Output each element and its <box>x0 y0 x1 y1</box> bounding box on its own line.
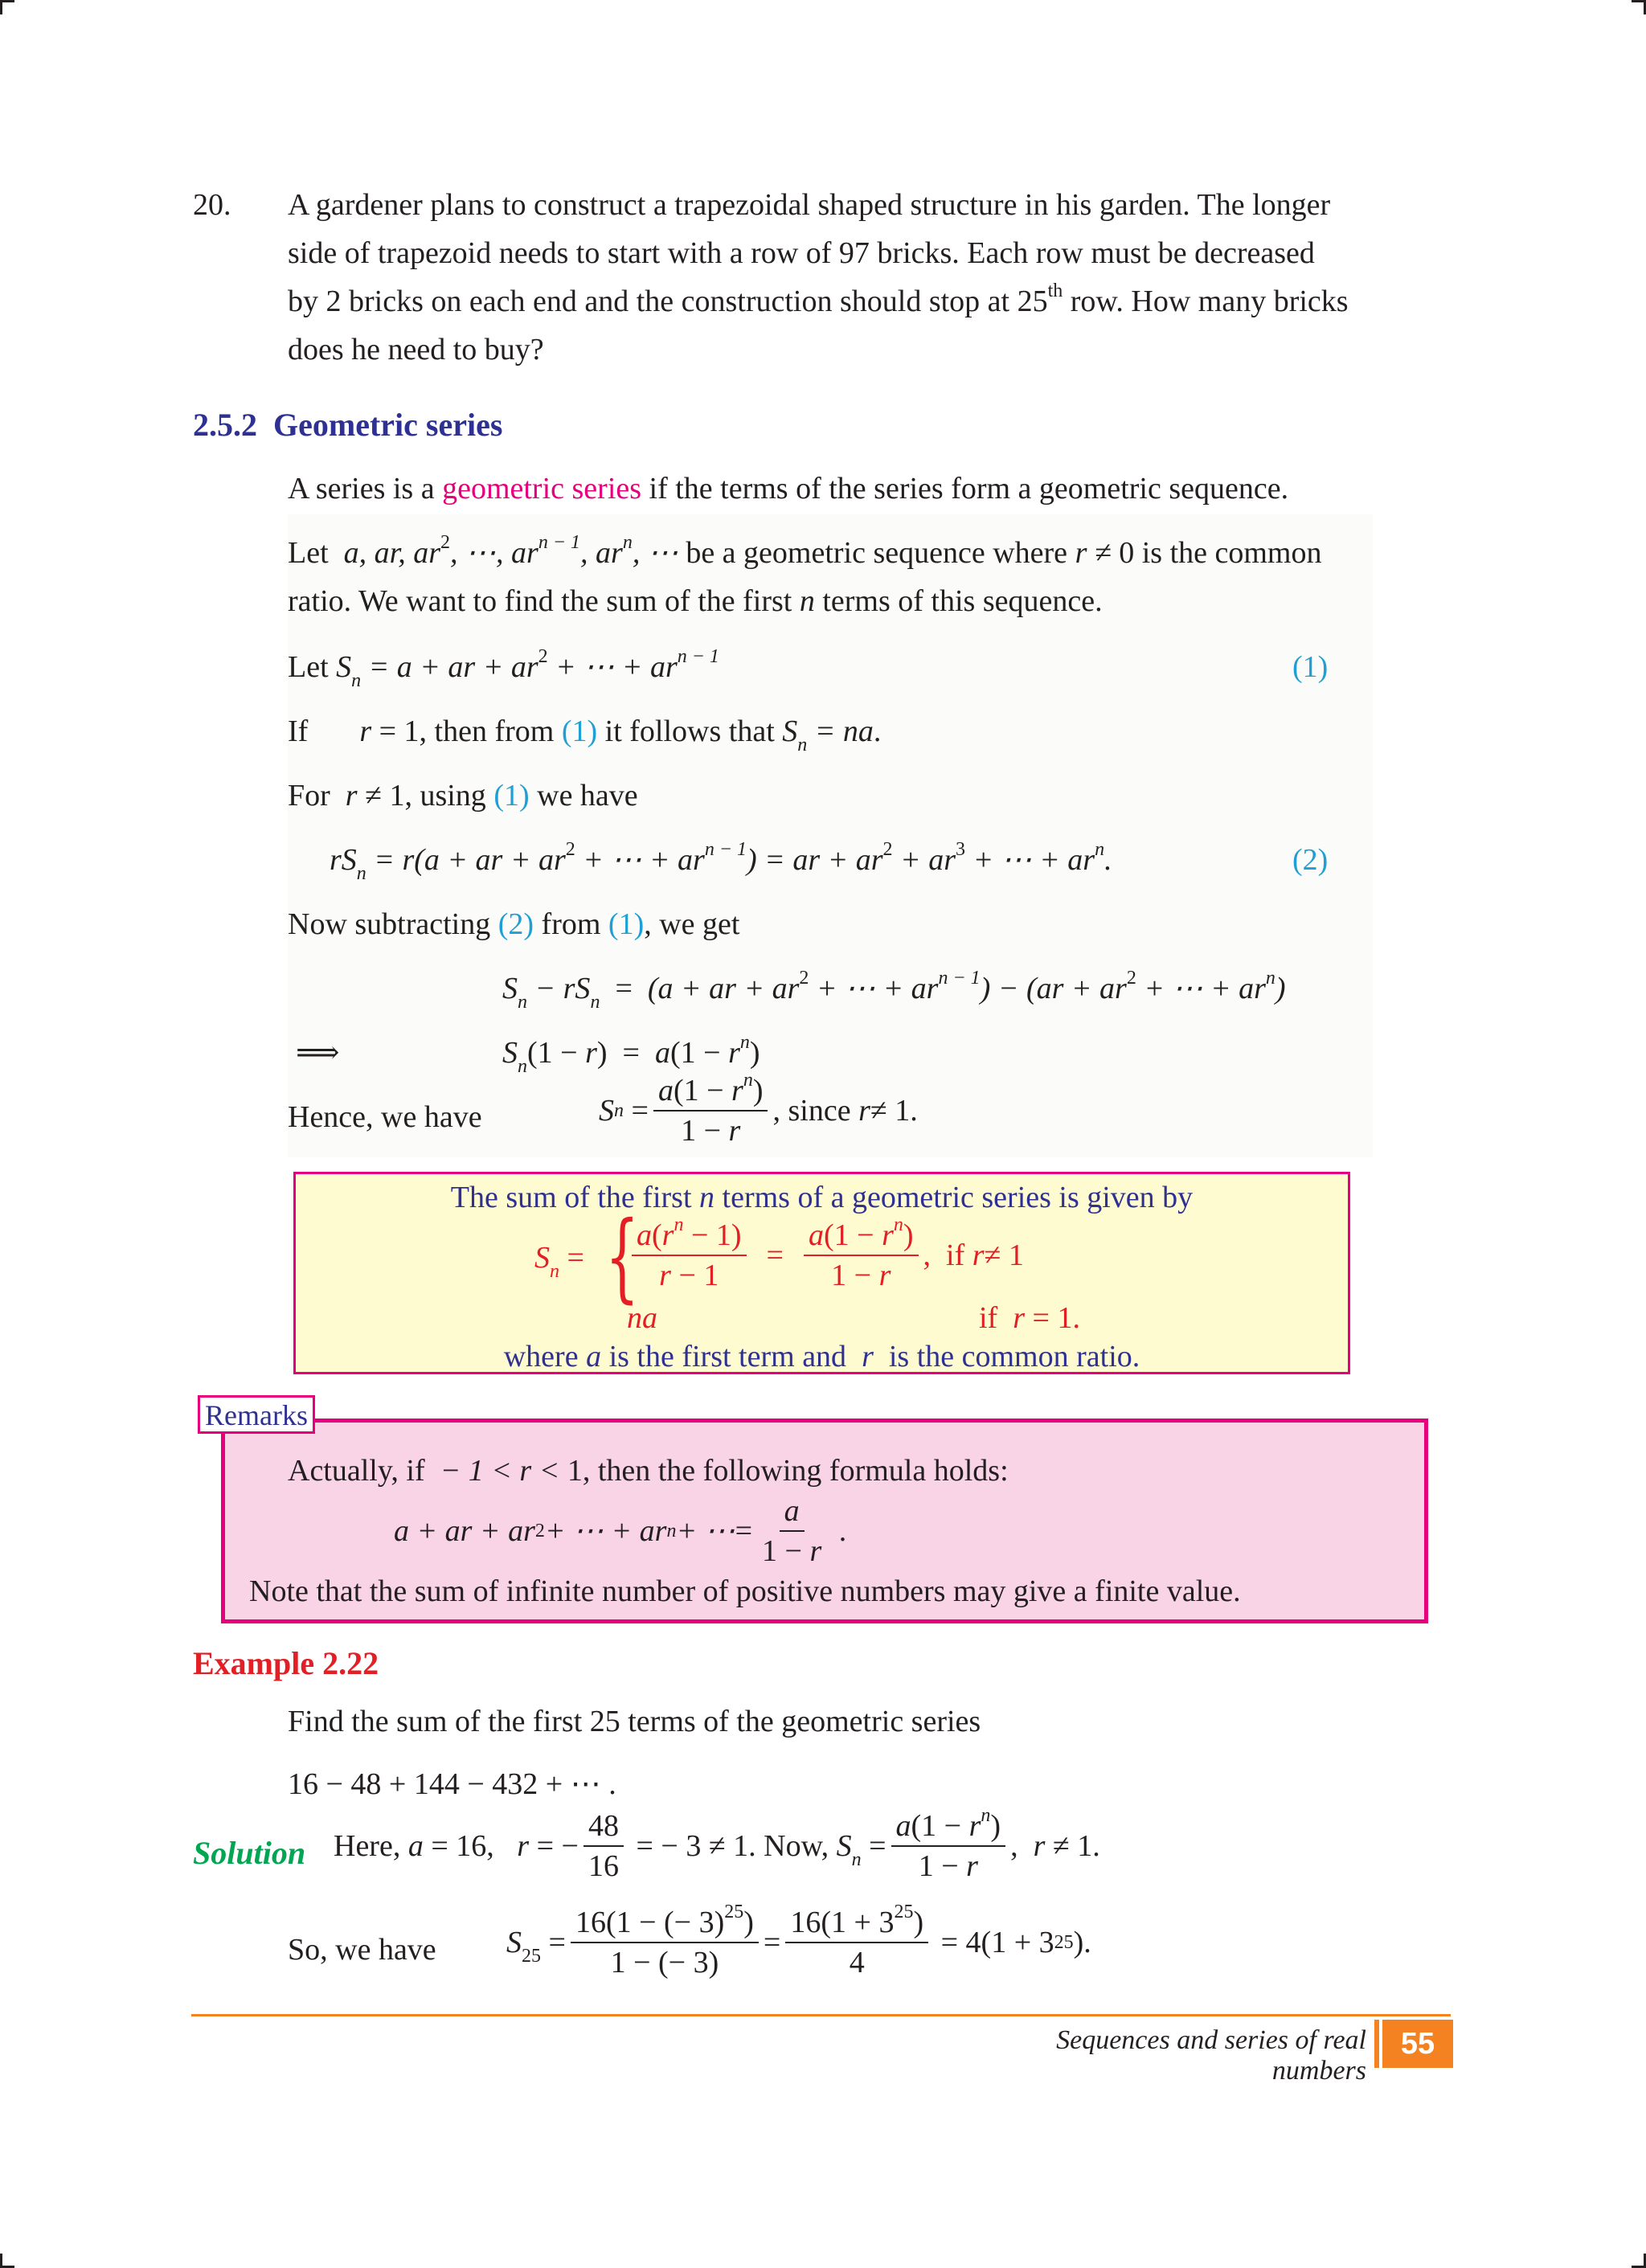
formula-case-2-condition: if r = 1. <box>979 1301 1080 1335</box>
solution-label: Solution <box>193 1835 306 1871</box>
problem-line: does he need to buy? <box>288 333 544 366</box>
sequence-definition-cont: ratio. We want to find the sum of the first n terms of this sequence. <box>288 584 1103 618</box>
problem-number: 20. <box>193 188 231 222</box>
infinite-series-formula: a + ar + ar 2 + ⋯ + ar n + ⋯ = $\frac{a}{1 - r}$ . <box>394 1494 847 1568</box>
footer-rule <box>191 2014 1451 2016</box>
formula-case-1: $\frac{a(r^n - 1)}{r - 1}$ = $\frac{a(1 - r^n)}{1 - r}$ , if r ≠ 1 <box>627 1218 1024 1293</box>
term-geometric-series: geometric series <box>442 472 642 506</box>
section-title: Geometric series <box>273 407 503 443</box>
formula-case-2: na <box>627 1301 657 1335</box>
sum-definition: Let $S_n = a$ + ar + $ar^2$ + ⋯ + $ar^{n - 1}$ <box>288 646 719 691</box>
solution-line-1: Here, a = 16, r = − $\frac{48}{16}$ = − 3 ≠ 1. Now, $S_n$ = $\frac{a(1 - r^n)}{1 - r}$ , r ≠ 1. <box>334 1805 1100 1883</box>
equation-2: $rS_n = r(a$ + ar + $ar^2$ + ⋯ + $ar^{n - 1}$) = ar + $ar^2 + ar^3$ + ⋯ + $ar^n$. <box>330 839 1112 884</box>
footer-divider <box>1374 2020 1379 2068</box>
example-prompt: Find the sum of the first 25 terms of the geometric series <box>288 1705 981 1738</box>
example-series: 16 − 48 + 144 − 432 + ⋯ . <box>288 1767 616 1801</box>
example-title: Example 2.22 <box>193 1645 379 1681</box>
formula-box-title: The sum of the first n terms of a geometric series is given by <box>450 1181 1194 1214</box>
subtracting-sentence: Now subtracting (2) from (1), we get <box>288 907 740 941</box>
equation-number-1: (1) <box>1292 650 1329 684</box>
case-r-equals-one: If r = 1, then from (1) it follows that $S_n$ = na. <box>288 714 882 755</box>
footer-chapter-title: Sequences and series of real numbers <box>1056 2025 1366 2086</box>
problem-line: A gardener plans to construct a trapezoidal shaped structure in his garden. The longer <box>288 188 1331 222</box>
remarks-line-1: Actually, if − 1 < r < 1, then the following formula holds: <box>288 1454 1009 1488</box>
formula-box-equation: $S_n$ = { <box>534 1202 640 1313</box>
hence-label: Hence, we have <box>288 1100 482 1134</box>
section-number: 2.5.2 <box>193 407 257 443</box>
crop-mark-tl-v <box>0 0 2 14</box>
formula-box-footer: where a is the first term and r is the common ratio. <box>503 1340 1140 1373</box>
crop-mark-bl-v <box>0 2254 2 2268</box>
case-r-not-one: For r ≠ 1, using (1) we have <box>288 779 638 813</box>
page-number: 55 <box>1382 2020 1453 2068</box>
remarks-note: Note that the sum of infinite number of positive numbers may give a finite value. <box>249 1574 1241 1608</box>
problem-line: by 2 bricks on each end and the construction should stop at 25th row. How many bricks <box>288 280 1349 318</box>
sequence-definition: Let a, ar, $ar^2$, ⋯, $ar^{n - 1}$, $ar^n$, ⋯ be a geometric sequence where r ≠ 0 is the common <box>288 532 1322 570</box>
sum-formula-derived: S n = $\frac{a(1 - r^n)}{1 - r}$ , since r ≠ 1. <box>599 1070 918 1148</box>
solution-so-label: So, we have <box>288 1933 436 1967</box>
remarks-tag: Remarks <box>198 1395 315 1434</box>
difference-equation: $S_n - rS_n = (a$ + ar + $ar^2$ + ⋯ + $ar^{n - 1}) - (ar + ar^2$ + ⋯ + $ar^n$) <box>502 968 1286 1013</box>
equation-number-2: (2) <box>1292 843 1329 877</box>
factored-equation: $S_n(1 - r) = a(1 - r^n)$ <box>502 1032 760 1077</box>
implies-arrow: ⟹ <box>296 1036 340 1070</box>
intro-sentence: A series is a geometric series if the terms of the series form a geometric sequence. <box>288 472 1289 506</box>
problem-line: side of trapezoid needs to start with a row of 97 bricks. Each row must be decreased <box>288 236 1315 270</box>
solution-line-2: $S_{25}$ = $\frac{16(1 - (- 3)^{25})}{1 - (- 3)}$ = $\frac{16(1 + 3^{25})}{4}$ = 4(1 + 3 25 ). <box>506 1902 1091 1979</box>
section-heading <box>193 406 502 444</box>
